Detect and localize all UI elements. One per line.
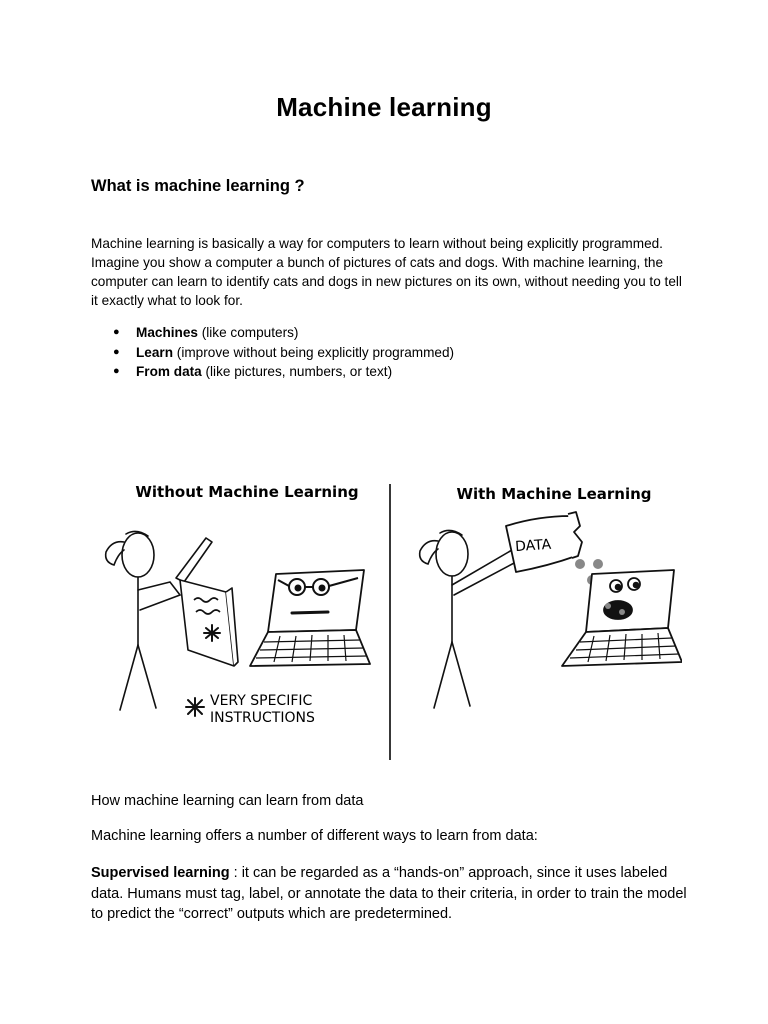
- ways-to-learn-paragraph: Machine learning offers a number of different ways to learn from data:: [91, 828, 538, 844]
- without-ml-heading: Without Machine Learning: [135, 483, 359, 501]
- list-item-description: (like computers): [197, 325, 299, 340]
- supervised-learning-description: : it can be regarded as a “hands-on” approach, since it uses labeled data. Humans must tag, label, or annotate the data to their criteria, in order to train the model to predict the “correct” outputs which are predetermined.: [91, 865, 687, 922]
- bullet-icon: ●: [113, 365, 120, 377]
- learn-from-data-heading: How machine learning can learn from data: [91, 793, 364, 809]
- instructions-note-line2: INSTRUCTIONS: [210, 710, 315, 726]
- list-item-term: Machines: [136, 325, 198, 340]
- list-item: [91, 343, 691, 363]
- data-bag-label: DATA: [514, 536, 552, 556]
- bullet-list: [91, 323, 691, 382]
- bullet-icon: ●: [113, 345, 120, 358]
- illustration-svg: [92, 470, 682, 770]
- asterisk-icon: [204, 625, 220, 641]
- intro-paragraph: Machine learning is basically a way for computers to learn without being explicitly programmed. Imagine you show a computer a bunch of pictures of cats and dogs. With machine learning, the computer can learn to identify cats and dogs in new pictures on its own, without needing you to tell it exactly what to look for.: [91, 236, 682, 308]
- with-ml-heading: With Machine Learning: [456, 485, 652, 503]
- list-item-term: From data: [136, 364, 202, 379]
- list-item: [91, 323, 691, 343]
- page-title: Machine learning: [276, 92, 492, 122]
- list-item-term: Learn: [136, 344, 174, 360]
- supervised-learning-paragraph: [91, 863, 691, 925]
- instructions-note-line1: VERY SPECIFIC: [210, 693, 313, 709]
- ml-comparison-illustration: [92, 470, 682, 770]
- list-item-description: (improve without being explicitly programmed): [173, 344, 455, 360]
- list-item-description: (like pictures, numbers, or text): [201, 364, 393, 379]
- bullet-icon: ●: [113, 326, 120, 338]
- supervised-learning-term: Supervised learning: [91, 865, 230, 881]
- section-heading: What is machine learning ?: [91, 177, 305, 195]
- asterisk-icon: [186, 698, 204, 716]
- list-item: [91, 362, 691, 382]
